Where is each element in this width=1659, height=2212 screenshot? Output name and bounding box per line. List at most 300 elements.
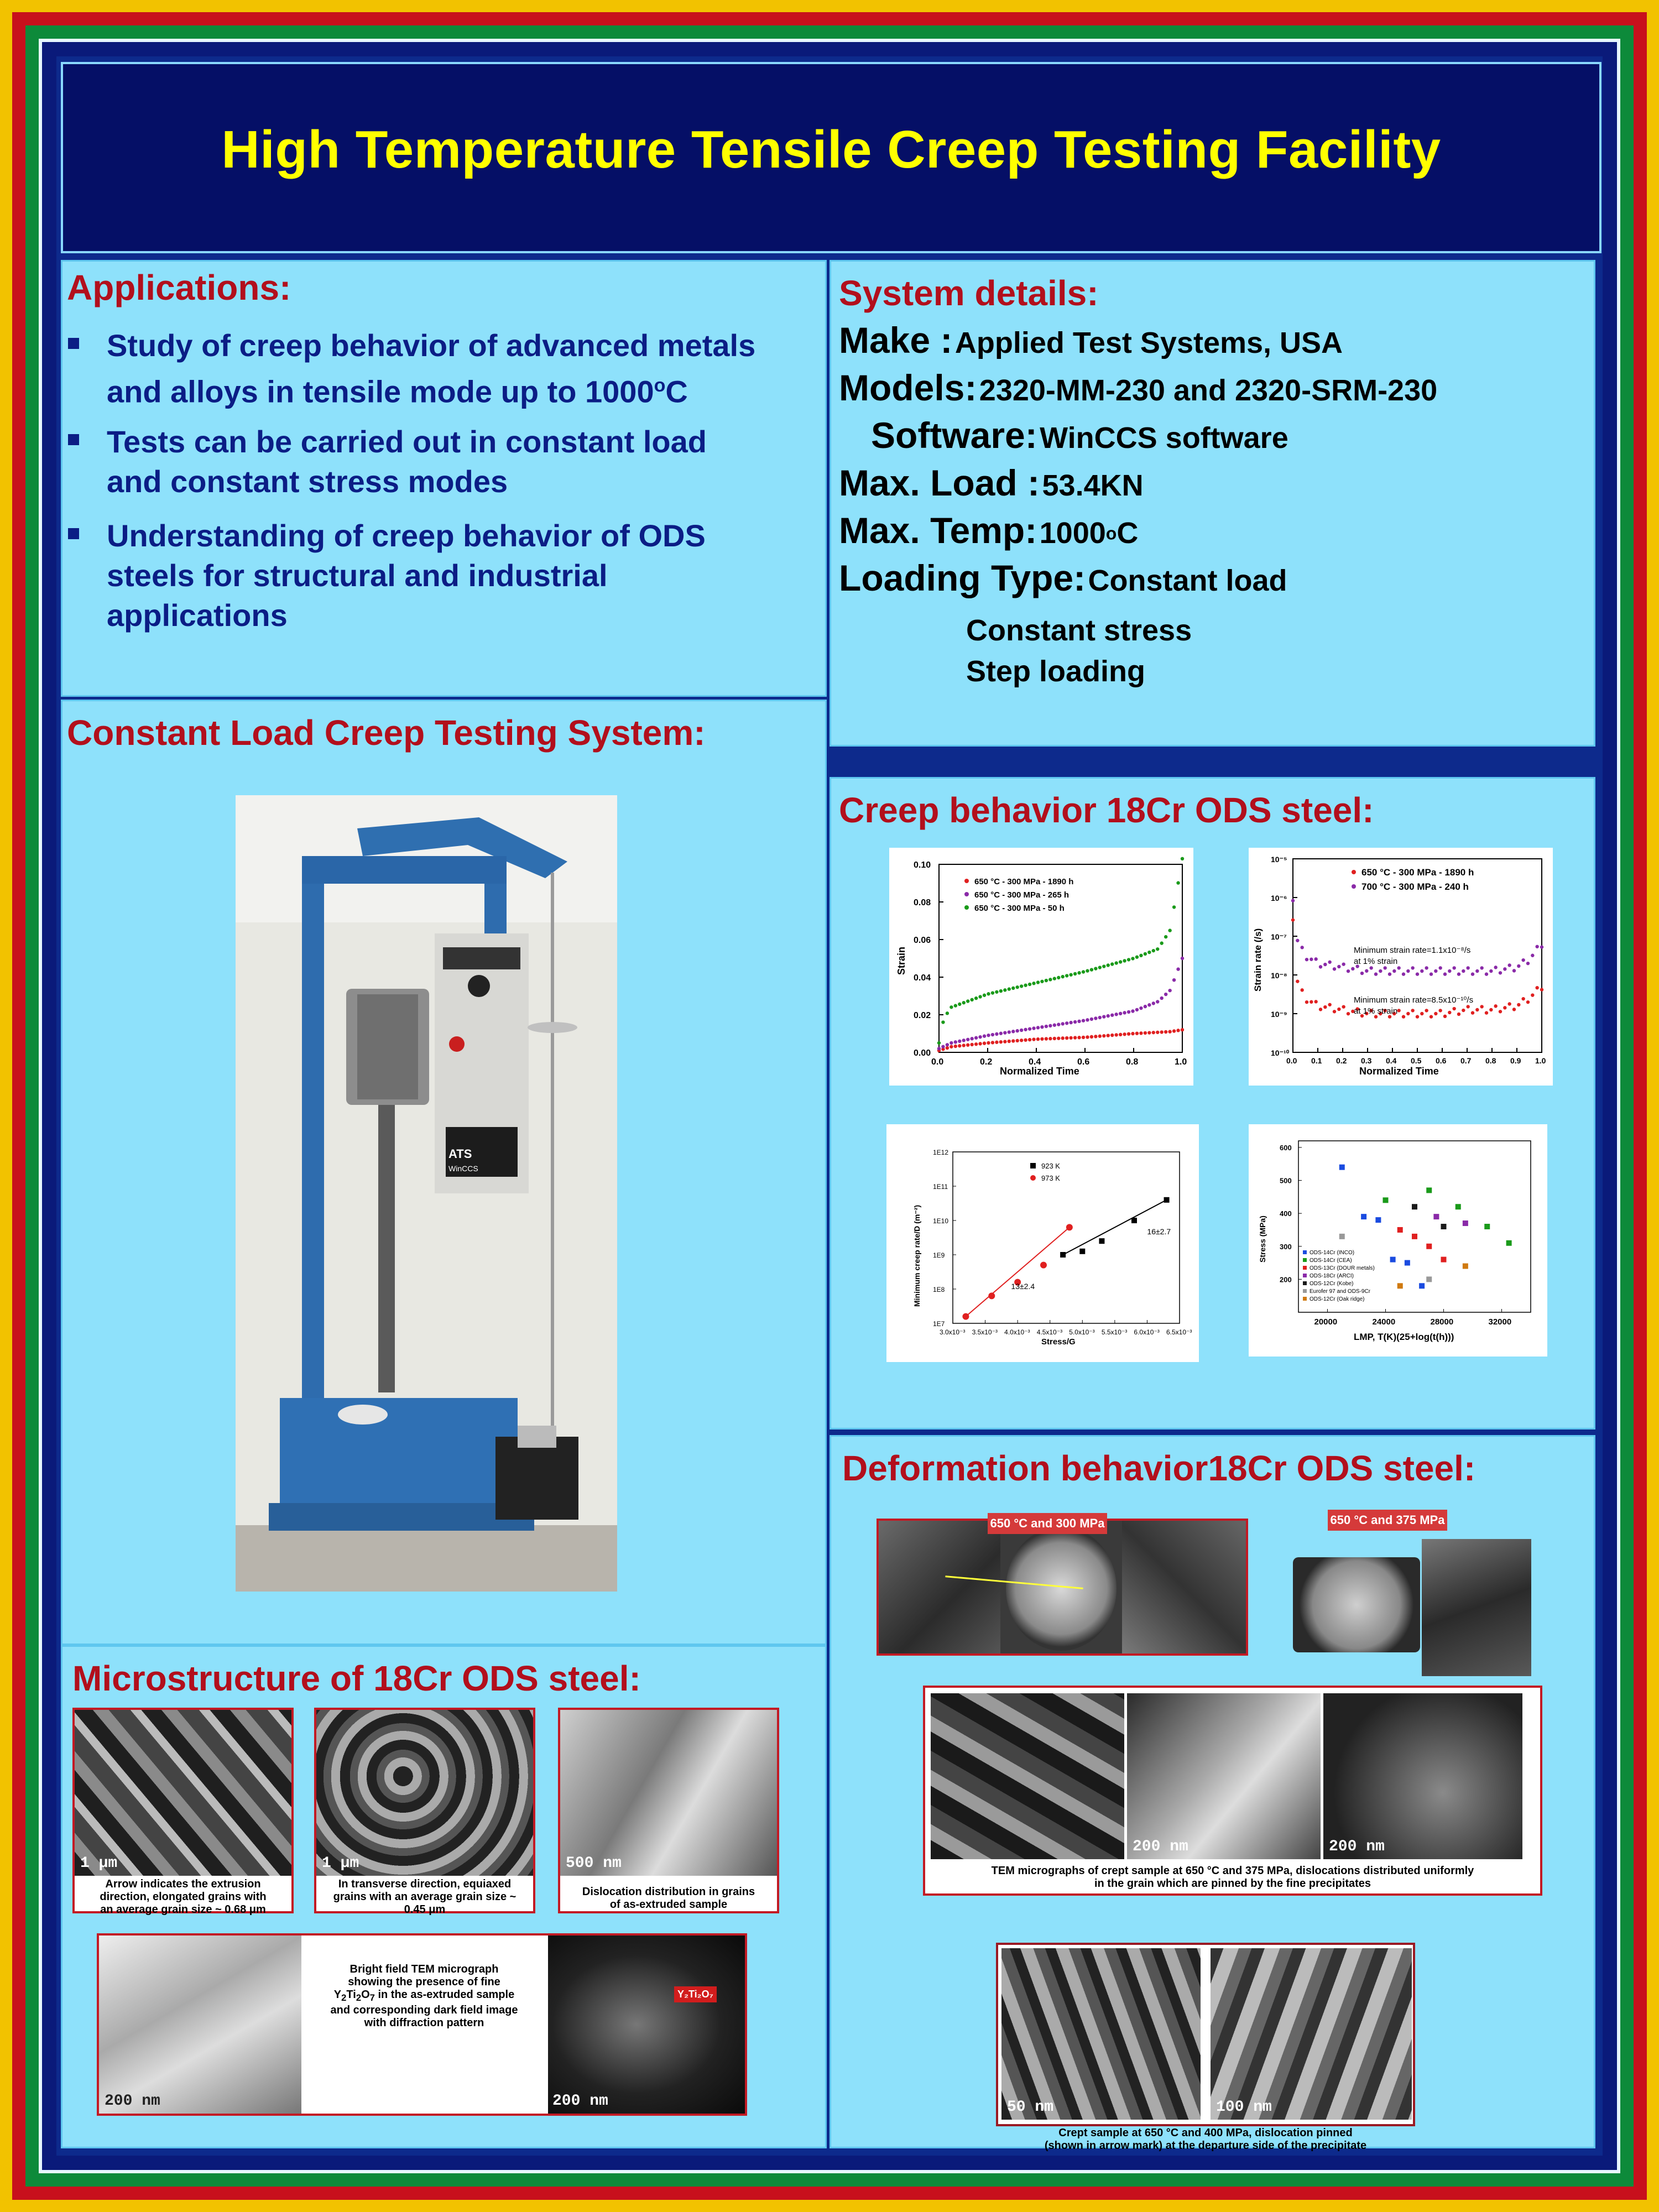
dark-field-image bbox=[548, 1936, 745, 2114]
series-point bbox=[1360, 972, 1364, 975]
series-point bbox=[1139, 1031, 1142, 1035]
tem-scale-2: 200 nm bbox=[1329, 1838, 1385, 1855]
max-temp-row: Max. Temp: 1000$^o$C bbox=[839, 510, 1139, 551]
series-point bbox=[1416, 1015, 1419, 1018]
series-point bbox=[1032, 982, 1035, 985]
make-row: Make : Applied Test Systems, USA bbox=[839, 320, 1343, 361]
legend-marker bbox=[1303, 1258, 1307, 1262]
series-point bbox=[1156, 947, 1159, 951]
series-point bbox=[1077, 971, 1081, 974]
series-point bbox=[1383, 1197, 1389, 1203]
series-point bbox=[1339, 1165, 1345, 1170]
series-point bbox=[1086, 1035, 1089, 1039]
series-point bbox=[1107, 1014, 1110, 1018]
x-axis-label: Normalized Time bbox=[1000, 1066, 1079, 1077]
series-point bbox=[1107, 963, 1110, 967]
legend-marker bbox=[1303, 1281, 1307, 1285]
series-point bbox=[1471, 972, 1474, 975]
series-point bbox=[1426, 1276, 1432, 1282]
series-point bbox=[987, 1034, 990, 1037]
series-point bbox=[1057, 1036, 1060, 1040]
series-point bbox=[1448, 969, 1451, 973]
series-point bbox=[1160, 941, 1164, 945]
series-point bbox=[1503, 1006, 1506, 1009]
series-point bbox=[1420, 1012, 1423, 1015]
series-point bbox=[1420, 969, 1423, 973]
series-point bbox=[1296, 939, 1299, 942]
series-point bbox=[1053, 977, 1056, 980]
series-point bbox=[970, 1037, 973, 1040]
fracture-surface-375mpa bbox=[1293, 1557, 1420, 1652]
series-point bbox=[983, 1041, 986, 1045]
series-point bbox=[1475, 1008, 1479, 1011]
fractograph-375mpa bbox=[1422, 1539, 1531, 1676]
series-point bbox=[1119, 1033, 1122, 1036]
y-tick-label: 10⁻⁷ bbox=[1271, 932, 1287, 941]
legend-entry: ODS-12Cr (Oak ridge) bbox=[1310, 1296, 1365, 1302]
series-point bbox=[1430, 972, 1433, 975]
y-tick-label: 0.08 bbox=[914, 898, 931, 907]
condition-tag-300mpa: 650 °C and 300 MPa bbox=[988, 1513, 1107, 1534]
crept-scale-1: 50 nm bbox=[1007, 2099, 1054, 2116]
series-point bbox=[1065, 1021, 1068, 1025]
series-point bbox=[1040, 1262, 1047, 1269]
series-point bbox=[1392, 969, 1396, 973]
x-tick-label: 0.1 bbox=[1311, 1056, 1322, 1065]
bright-field-caption: Bright field TEM micrograph showing the presence of fine $Y_2Ti_2O_7$ in the as-extruded sample and corresponding dark field image with diffraction pattern bbox=[330, 1963, 518, 2029]
series-point bbox=[1337, 1008, 1340, 1011]
x-tick-label: 0.2 bbox=[980, 1057, 993, 1067]
annotation-text: at 1% strain bbox=[1354, 957, 1398, 966]
series-point bbox=[1434, 969, 1437, 973]
series-point bbox=[1123, 959, 1126, 962]
series-point bbox=[983, 1034, 986, 1037]
bullet-square-icon bbox=[68, 528, 79, 539]
series-point bbox=[1028, 1038, 1031, 1041]
micrograph-longitudinal: 1 μm Arrow indicates the extrusion direction, elongated grains with an average grain size ~ 0.68 μm bbox=[72, 1708, 294, 1913]
series-point bbox=[1462, 969, 1465, 973]
series-point bbox=[1181, 1028, 1184, 1031]
scale-bar-5: 200 nm bbox=[552, 2093, 608, 2110]
system-details-panel bbox=[830, 260, 1595, 747]
legend-marker bbox=[1303, 1250, 1307, 1254]
x-axis-label: Normalized Time bbox=[1359, 1066, 1439, 1077]
series-point bbox=[1455, 1204, 1461, 1209]
legend-marker bbox=[1030, 1163, 1036, 1168]
series-point bbox=[1406, 1012, 1410, 1015]
series-point bbox=[1489, 1008, 1493, 1011]
legend-marker bbox=[964, 905, 969, 910]
series-point bbox=[1319, 965, 1322, 968]
series-point bbox=[1036, 980, 1040, 984]
series-point bbox=[978, 995, 982, 998]
series-point bbox=[1147, 1003, 1151, 1006]
y2ti2o7-label: Y₂Ti₂O₇ bbox=[674, 1986, 717, 2002]
series-point bbox=[1323, 963, 1327, 966]
series-point bbox=[1168, 989, 1171, 992]
series-point bbox=[1485, 1011, 1488, 1014]
series-point bbox=[1463, 1264, 1468, 1269]
series-point bbox=[1328, 1003, 1331, 1006]
y-tick-label: 400 bbox=[1280, 1209, 1292, 1218]
series-point bbox=[966, 999, 969, 1003]
scale-bar-3: 500 nm bbox=[566, 1855, 622, 1872]
scale-bar-4: 200 nm bbox=[105, 2093, 160, 2110]
series-point bbox=[1402, 1015, 1405, 1018]
condition-tag-375mpa: 650 °C and 375 MPa bbox=[1328, 1510, 1447, 1531]
series-point bbox=[1319, 1008, 1322, 1011]
x-tick-label: 3.0x10⁻³ bbox=[940, 1328, 966, 1336]
series-point bbox=[1351, 967, 1354, 971]
series-point bbox=[1090, 968, 1093, 971]
series-point bbox=[999, 1032, 1003, 1035]
legend-entry: 650 °C - 300 MPa - 265 h bbox=[974, 890, 1070, 900]
legend-entry: 700 °C - 300 MPa - 240 h bbox=[1361, 881, 1469, 892]
series-point bbox=[995, 990, 998, 994]
series-point bbox=[1119, 1012, 1122, 1015]
series-point bbox=[1144, 1031, 1147, 1035]
bright-field-image bbox=[99, 1936, 301, 2114]
plot-frame bbox=[953, 1152, 1180, 1323]
series-point bbox=[974, 1036, 978, 1040]
series-point bbox=[974, 997, 978, 1000]
x-tick-label: 24000 bbox=[1372, 1317, 1396, 1327]
series-point bbox=[1314, 1000, 1317, 1003]
legend-entry: 650 °C - 300 MPa - 1890 h bbox=[974, 877, 1074, 886]
micrograph-transverse: 1 μm In transverse direction, equiaxed grains with an average grain size ~ 0.45 μm bbox=[314, 1708, 535, 1913]
series-point bbox=[1499, 971, 1502, 974]
series-point bbox=[983, 994, 986, 997]
series-point bbox=[1342, 1005, 1345, 1008]
series-point bbox=[1057, 1022, 1060, 1026]
series-point bbox=[1434, 1012, 1437, 1015]
series-point bbox=[1441, 1224, 1447, 1229]
x-tick-label: 0.4 bbox=[1029, 1057, 1041, 1067]
series-point bbox=[1040, 980, 1044, 983]
series-point bbox=[1127, 1010, 1130, 1014]
series-point bbox=[1032, 1037, 1035, 1041]
application-item-2: Tests can be carried out in constant load and constant stress modes bbox=[107, 422, 826, 502]
series-point bbox=[1333, 967, 1336, 971]
tem-scale-1: 200 nm bbox=[1133, 1838, 1188, 1855]
x-tick-label: 5.0x10⁻³ bbox=[1069, 1328, 1095, 1336]
x-tick-label: 28000 bbox=[1430, 1317, 1454, 1327]
annotation-text: Minimum strain rate=8.5x10⁻¹⁰/s bbox=[1354, 995, 1474, 1005]
series-point bbox=[954, 1004, 957, 1007]
strain-vs-time-chart bbox=[889, 848, 1193, 1086]
series-point bbox=[1438, 966, 1442, 969]
series-point bbox=[1061, 1022, 1065, 1025]
series-point bbox=[962, 1039, 966, 1042]
series-point bbox=[1098, 966, 1102, 969]
micrograph-dislocations: 500 nm Dislocation distribution in grains of as-extruded sample bbox=[558, 1708, 779, 1913]
series-point bbox=[1024, 1028, 1027, 1031]
legend-marker bbox=[1352, 870, 1356, 874]
series-point bbox=[999, 1040, 1003, 1044]
series-point bbox=[1065, 974, 1068, 977]
x-tick-label: 4.5x10⁻³ bbox=[1036, 1328, 1063, 1336]
series-point bbox=[1433, 1214, 1439, 1219]
series-point bbox=[1462, 1009, 1465, 1012]
series-point bbox=[962, 1001, 966, 1004]
system-details-heading: System details: bbox=[839, 273, 1099, 313]
series-point bbox=[1181, 957, 1184, 960]
series-point bbox=[1045, 979, 1048, 982]
series-point bbox=[1102, 1034, 1105, 1037]
series-point bbox=[1102, 964, 1105, 968]
series-point bbox=[1176, 881, 1180, 884]
series-point bbox=[1110, 1034, 1114, 1037]
series-point bbox=[1503, 967, 1506, 971]
series-point bbox=[1383, 966, 1386, 969]
series-point bbox=[991, 1041, 994, 1044]
series-point bbox=[1057, 976, 1060, 979]
series-point bbox=[1094, 1016, 1097, 1020]
series-point bbox=[1147, 951, 1151, 954]
series-point bbox=[1291, 918, 1295, 921]
crept-image-1 bbox=[1001, 1948, 1201, 2120]
x-tick-label: 5.5x10⁻³ bbox=[1101, 1328, 1128, 1336]
application-item-3: Understanding of creep behavior of ODS steels for structural and industrial applications bbox=[107, 516, 826, 635]
series-point bbox=[1160, 1030, 1164, 1034]
series-point bbox=[1061, 1036, 1065, 1040]
series-point bbox=[1441, 1257, 1447, 1262]
series-point bbox=[1090, 1018, 1093, 1021]
series-point bbox=[1463, 1220, 1468, 1226]
series-point bbox=[1139, 954, 1142, 957]
y-tick-label: 500 bbox=[1280, 1176, 1292, 1185]
microstructure-heading: Microstructure of 18Cr ODS steel: bbox=[72, 1658, 641, 1698]
series-point bbox=[1512, 969, 1516, 972]
scale-bar-1: 1 μm bbox=[80, 1855, 118, 1872]
scale-bar-2: 1 μm bbox=[322, 1855, 359, 1872]
series-point bbox=[1164, 935, 1167, 938]
y-tick-label: 0.04 bbox=[914, 973, 931, 983]
series-point bbox=[1466, 966, 1469, 969]
series-point bbox=[1406, 969, 1410, 973]
series-point bbox=[978, 1035, 982, 1039]
y-tick-label: 10⁻¹⁰ bbox=[1271, 1048, 1290, 1057]
series-point bbox=[1135, 1008, 1139, 1011]
series-point bbox=[1127, 958, 1130, 961]
strain-rate-vs-time-chart bbox=[1249, 848, 1553, 1086]
y-tick-label: 0.10 bbox=[914, 860, 931, 870]
series-point bbox=[1397, 1009, 1400, 1012]
series-point bbox=[1008, 1040, 1011, 1043]
x-axis-label: LMP, T(K)(25+log(t(h))) bbox=[1354, 1332, 1454, 1342]
series-point bbox=[1098, 1016, 1102, 1019]
series-point bbox=[1310, 1000, 1313, 1004]
series-point bbox=[1388, 972, 1391, 975]
series-point bbox=[1015, 1029, 1019, 1032]
series-point bbox=[1020, 984, 1023, 988]
series-point bbox=[1131, 1032, 1134, 1035]
series-point bbox=[1110, 1013, 1114, 1016]
series-point bbox=[1323, 1005, 1327, 1009]
series-point bbox=[1135, 955, 1139, 958]
series-point bbox=[1123, 1011, 1126, 1014]
legend-entry: 650 °C - 300 MPa - 50 h bbox=[974, 904, 1065, 913]
series-point bbox=[1139, 1006, 1142, 1010]
series-point bbox=[1305, 958, 1308, 961]
series-point bbox=[1131, 1009, 1134, 1013]
series-point bbox=[1484, 1224, 1490, 1229]
x-tick-label: 4.0x10⁻³ bbox=[1004, 1328, 1030, 1336]
deformation-panel bbox=[830, 1435, 1595, 2152]
machine-brand-label: ATS bbox=[448, 1147, 472, 1161]
x-tick-label: 0.9 bbox=[1510, 1056, 1521, 1065]
x-tick-label: 0.6 bbox=[1436, 1056, 1447, 1065]
series-point bbox=[1144, 1005, 1147, 1008]
deformation-heading: Deformation behavior18Cr ODS steel: bbox=[842, 1448, 1476, 1488]
series-point bbox=[1147, 1031, 1151, 1034]
series-point bbox=[1397, 1227, 1403, 1233]
series-point bbox=[1032, 1026, 1035, 1030]
legend-entry: 923 K bbox=[1041, 1162, 1060, 1170]
series-point bbox=[1119, 960, 1122, 963]
series-point bbox=[1040, 1037, 1044, 1041]
legend-entry: 973 K bbox=[1041, 1174, 1060, 1182]
series-point bbox=[1411, 966, 1414, 969]
series-point bbox=[1024, 1038, 1027, 1041]
series-point bbox=[1152, 1001, 1155, 1005]
series-point bbox=[1069, 1036, 1072, 1040]
series-point bbox=[1045, 1037, 1048, 1040]
legend-entry: ODS-12Cr (Kobe) bbox=[1310, 1281, 1354, 1287]
series-point bbox=[1475, 969, 1479, 973]
tem-image-2 bbox=[1127, 1693, 1321, 1859]
series-point bbox=[1521, 997, 1525, 1000]
series-point bbox=[1506, 1240, 1512, 1246]
series-point bbox=[1300, 946, 1303, 949]
series-point bbox=[1003, 988, 1006, 992]
series-point bbox=[1073, 1036, 1077, 1039]
series-point bbox=[970, 998, 973, 1001]
y-tick-label: 200 bbox=[1280, 1275, 1292, 1284]
series-point bbox=[1457, 1013, 1460, 1016]
series-point bbox=[1168, 1030, 1171, 1033]
series-point bbox=[1086, 1018, 1089, 1021]
annotation-text: Minimum strain rate=1.1x10⁻⁸/s bbox=[1354, 946, 1471, 955]
series-point bbox=[991, 991, 994, 994]
series-point bbox=[1110, 962, 1114, 966]
series-point bbox=[1369, 966, 1373, 969]
legend-entry: Eurofer 97 and ODS-9Cr bbox=[1310, 1288, 1371, 1295]
series-point bbox=[1164, 1030, 1167, 1034]
x-tick-label: 0.7 bbox=[1460, 1056, 1472, 1065]
legend-marker bbox=[1303, 1266, 1307, 1270]
legend-marker bbox=[1352, 884, 1356, 889]
legend-entry: ODS-18Cr (ARCI) bbox=[1310, 1273, 1354, 1279]
x-tick-label: 20000 bbox=[1314, 1317, 1338, 1327]
series-point bbox=[1425, 1009, 1428, 1012]
x-tick-label: 0.6 bbox=[1077, 1057, 1090, 1067]
y-tick-label: 1E12 bbox=[933, 1149, 949, 1156]
legend-marker bbox=[964, 892, 969, 896]
x-tick-label: 1.0 bbox=[1175, 1057, 1187, 1067]
series-point bbox=[1347, 1012, 1350, 1015]
software-row: Software: WinCCS software bbox=[871, 415, 1288, 456]
series-point bbox=[1040, 1025, 1044, 1029]
series-point bbox=[1077, 1036, 1081, 1039]
series-point bbox=[970, 1043, 973, 1046]
microstructure-panel bbox=[61, 1645, 827, 2148]
series-point bbox=[937, 1047, 941, 1050]
series-point bbox=[1061, 975, 1065, 978]
creep-behavior-heading: Creep behavior 18Cr ODS steel: bbox=[839, 790, 1374, 830]
y-tick-label: 0.06 bbox=[914, 936, 931, 945]
series-point bbox=[966, 1038, 969, 1041]
series-point bbox=[999, 989, 1003, 993]
series-point bbox=[954, 1045, 957, 1048]
series-point bbox=[1082, 1019, 1085, 1022]
header-banner bbox=[61, 62, 1601, 253]
y-tick-label: 300 bbox=[1280, 1242, 1292, 1251]
series-point bbox=[1048, 1024, 1052, 1027]
x-tick-label: 1.0 bbox=[1535, 1056, 1546, 1065]
series-point bbox=[1098, 1035, 1102, 1038]
x-tick-label: 0.5 bbox=[1411, 1056, 1422, 1065]
series-point bbox=[958, 1040, 961, 1043]
series-point bbox=[1008, 1030, 1011, 1034]
series-point bbox=[987, 1041, 990, 1045]
series-point bbox=[1008, 987, 1011, 990]
y-tick-label: 1E8 bbox=[933, 1286, 945, 1293]
series-point bbox=[950, 1045, 953, 1048]
series-point bbox=[1135, 1031, 1139, 1035]
series-point bbox=[1028, 983, 1031, 986]
loading-type-row: Loading Type: Constant load bbox=[839, 557, 1287, 598]
y-tick-label: 10⁻⁸ bbox=[1271, 971, 1287, 980]
series-point bbox=[1015, 1039, 1019, 1042]
series-point bbox=[962, 1044, 966, 1047]
y-tick-label: 10⁻⁹ bbox=[1271, 1010, 1287, 1019]
series-point bbox=[1079, 1249, 1085, 1254]
series-point bbox=[1073, 1020, 1077, 1024]
series-point bbox=[1094, 967, 1097, 970]
series-point bbox=[1069, 1021, 1072, 1024]
series-point bbox=[1099, 1238, 1104, 1244]
series-point bbox=[1011, 1030, 1015, 1033]
series-point bbox=[1114, 1013, 1118, 1016]
tem-micrographs-375mpa bbox=[923, 1686, 1542, 1896]
series-point bbox=[978, 1042, 982, 1045]
series-point bbox=[958, 1044, 961, 1047]
x-tick-label: 0.4 bbox=[1386, 1056, 1397, 1065]
series-point bbox=[1160, 997, 1164, 1000]
series-point bbox=[1397, 966, 1400, 969]
x-tick-label: 0.8 bbox=[1485, 1056, 1496, 1065]
x-tick-label: 6.0x10⁻³ bbox=[1134, 1328, 1160, 1336]
series-point bbox=[1077, 1020, 1081, 1023]
series-point bbox=[1535, 986, 1538, 989]
annotation-text: 13±2.4 bbox=[1011, 1282, 1035, 1291]
annotation-text: at 1% strain bbox=[1354, 1006, 1398, 1016]
series-point bbox=[1107, 1034, 1110, 1037]
series-point bbox=[1521, 958, 1525, 962]
series-point bbox=[1172, 978, 1176, 982]
series-point bbox=[1494, 966, 1497, 969]
series-point bbox=[1443, 1015, 1447, 1018]
tem-bright-dark-field bbox=[97, 1933, 747, 2116]
legend-marker bbox=[1303, 1274, 1307, 1277]
x-tick-label: 0.0 bbox=[1286, 1056, 1297, 1065]
series-point bbox=[995, 1041, 998, 1044]
legend-entry: 650 °C - 300 MPa - 1890 h bbox=[1361, 867, 1474, 878]
series-point bbox=[1448, 1011, 1451, 1014]
y-axis-label: Strain bbox=[896, 946, 907, 975]
fractograph-300mpa bbox=[877, 1519, 1248, 1656]
